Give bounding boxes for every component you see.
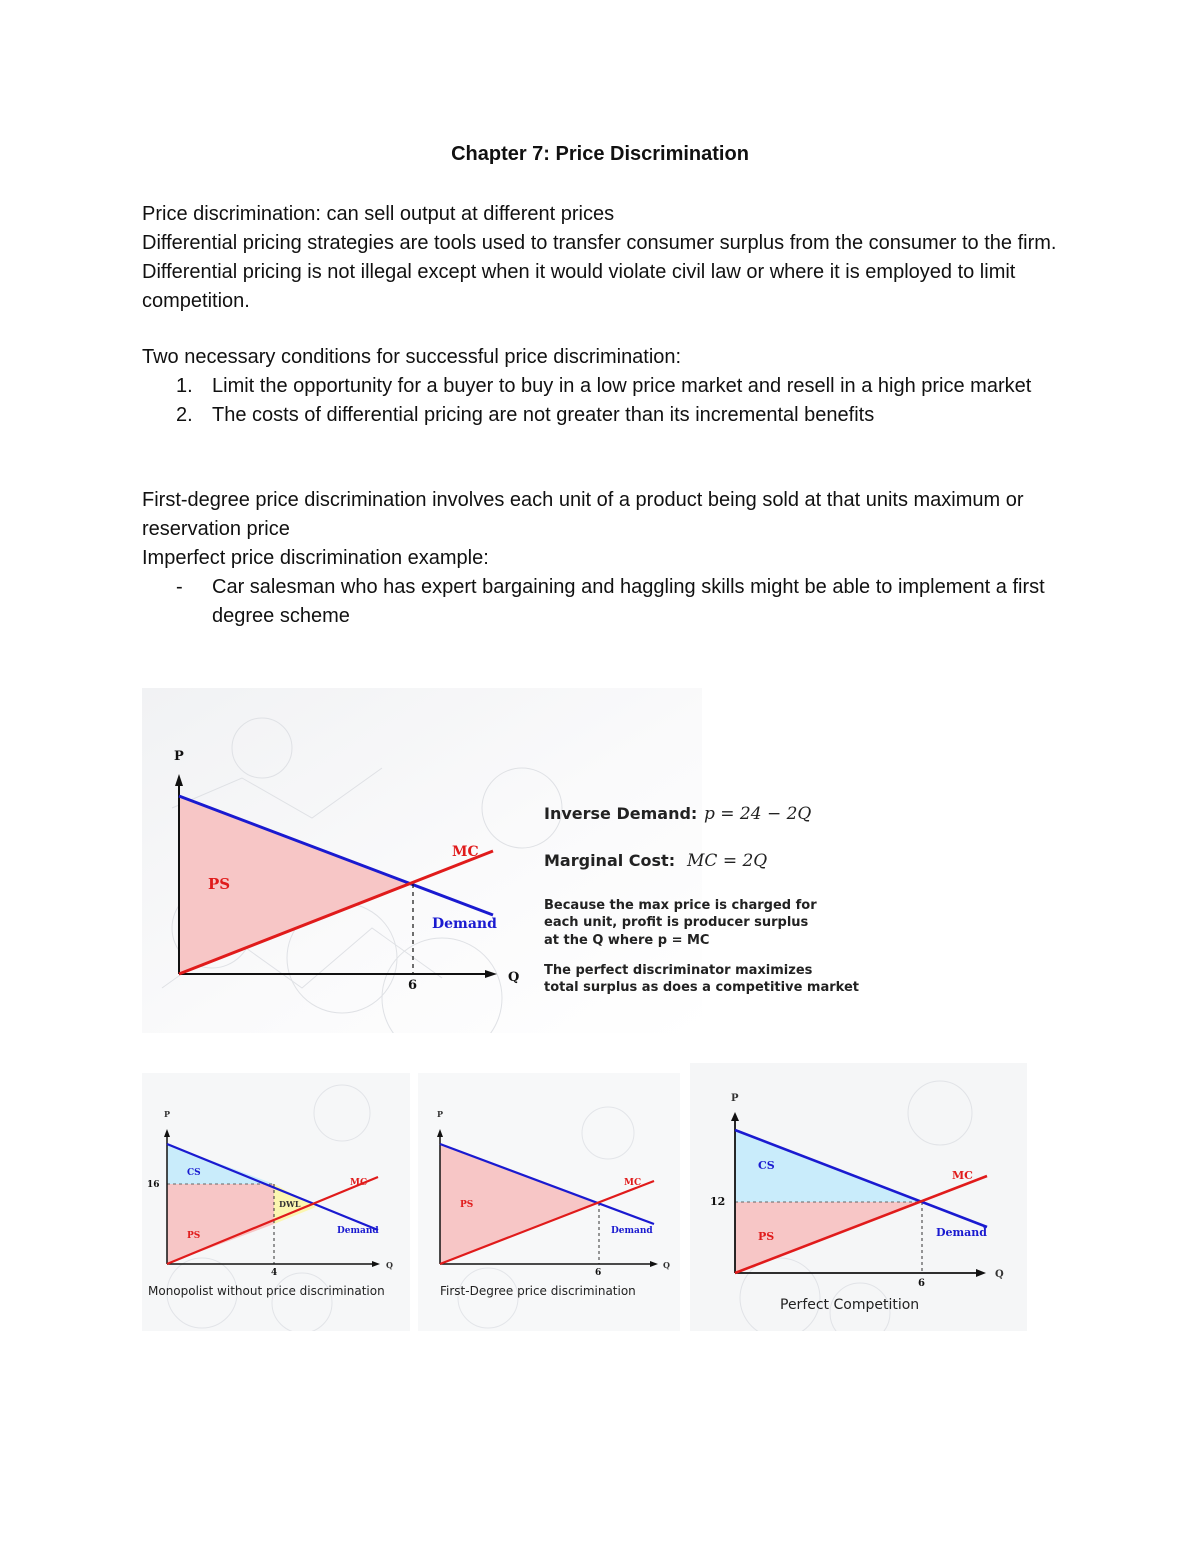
demand-label: Demand [337,1226,379,1236]
perfect-competition-caption: Perfect Competition [780,1297,920,1313]
condition-text: The costs of differential pricing are not greater than its incremental benefits [212,404,875,426]
demand-label: Demand [432,916,497,932]
marginal-cost-equation: MC = 2Q [687,851,768,871]
list-number: 1. [176,375,193,397]
q-axis-label: Q [995,1269,1004,1280]
mc-label: MC [452,844,479,860]
note-1-line-1: Because the max price is charged for [544,898,817,913]
demand-label: Demand [611,1226,653,1236]
p-axis-label: P [437,1109,444,1119]
imperfect-heading: Imperfect price discrimination example: [142,547,489,569]
note-1-line-3: at the Q where p = MC [544,933,710,948]
mc-label: MC [624,1178,642,1188]
intro-line-1: Price discrimination: can sell output at different prices [142,203,615,225]
imperfect-item [142,573,1072,631]
p-axis-label: P [174,749,184,764]
note-1-line-2: each unit, profit is producer surplus [544,915,809,930]
page-title: Chapter 7: Price Discrimination [451,143,749,165]
perfect-competition-diagram-svg [690,1063,1027,1331]
demand-label: Demand [936,1226,987,1239]
ps-label: PS [758,1230,775,1243]
first-degree-diagram [418,1073,680,1331]
q-tick-label: 6 [595,1268,602,1278]
imperfect-text: Car salesman who has expert bargaining and haggling skills might be able to implement a first degree scheme [212,576,1045,627]
p-tick-label: 16 [147,1180,160,1190]
q-tick-label: 6 [408,978,418,993]
dwl-label: DWL [279,1199,301,1209]
list-dash: - [176,576,183,598]
marginal-cost-label: Marginal Cost: [544,851,676,870]
conditions-heading: Two necessary conditions for successful price discrimination: [142,346,682,368]
q-axis-label: Q [663,1260,670,1270]
monopolist-caption: Monopolist without price discrimination [148,1284,385,1298]
q-axis-label: Q [508,970,520,985]
p-axis-label: P [164,1109,171,1119]
main-diagram [142,688,862,1033]
monopolist-diagram [142,1073,410,1331]
perfect-competition-diagram [690,1063,1027,1331]
p-tick-label: 12 [710,1195,726,1208]
ps-label: PS [460,1200,474,1210]
first-degree-caption: First-Degree price discrimination [440,1284,636,1298]
condition-text: Limit the opportunity for a buyer to buy in a low price market and resell in a high price market [212,375,1032,397]
cs-label: CS [187,1168,201,1178]
q-tick-label: 6 [918,1278,925,1289]
ps-label: PS [187,1231,201,1241]
p-axis-label: P [731,1093,739,1104]
note-2-line-2: total surplus as does a competitive market [544,980,859,995]
intro-paragraph: Differential pricing strategies are tools used to transfer consumer surplus from the consumer to the firm. Differential pricing is not illegal except when it would violate civil law or where it is employed to limit competition. [142,232,1057,312]
first-degree-paragraph: First-degree price discrimination involves each unit of a product being sold at that units maximum or reservation price [142,489,1024,540]
q-axis-label: Q [386,1260,393,1270]
mc-label: MC [350,1178,368,1188]
condition-item [142,372,1072,401]
list-number: 2. [176,404,193,426]
cs-label: CS [758,1159,775,1172]
ps-label: PS [208,875,231,893]
inverse-demand-label: Inverse Demand: [544,804,698,823]
mc-label: MC [952,1169,973,1182]
inverse-demand-equation: p = 24 − 2Q [704,804,812,824]
conditions-block [142,343,1072,430]
main-diagram-svg [142,688,862,1033]
intro-block [142,200,1072,316]
note-2-line-1: The perfect discriminator maximizes [544,963,813,978]
monopolist-diagram-svg [142,1073,410,1331]
first-degree-diagram-svg [418,1073,680,1331]
condition-item [142,401,1072,430]
first-degree-block [142,486,1072,631]
q-tick-label: 4 [271,1268,278,1278]
